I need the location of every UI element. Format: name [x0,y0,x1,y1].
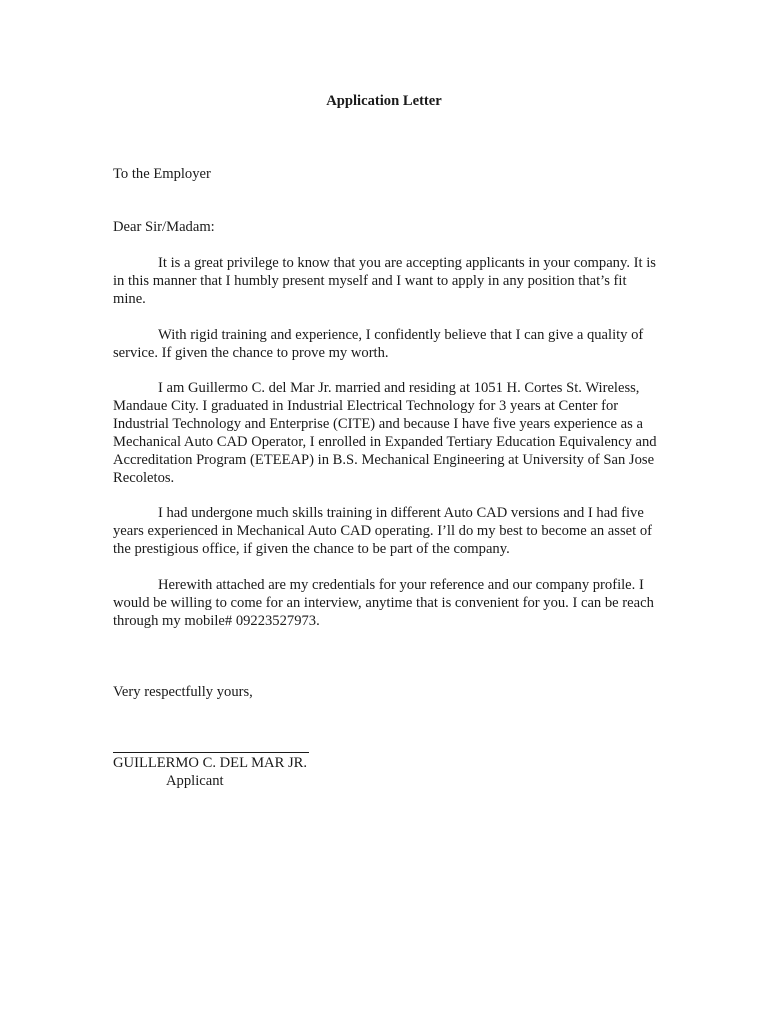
paragraph-skills: I had undergone much skills training in different Auto CAD versions and I had five years experienced in Mechanical Auto CAD operating. I’ll do my best to become an asset of the prestigious office, if given the chance to be part of the company. [113,505,652,557]
letter-title: Application Letter [326,93,442,109]
paragraph-credentials: Herewith attached are my credentials for your reference and our company profile. I would be willing to come for an interview, anytime that is convenient for you. I can be reach through my mobile# 09223527973. [113,577,654,629]
signature-role: Applicant [166,773,224,789]
paragraph-background: I am Guillermo C. del Mar Jr. married and residing at 1051 H. Cortes St. Wireless, Mandaue City. I graduated in Industrial Electrical Technology for 3 years at Center for Industrial Technology and Enterprise (CITE) and because I have five years experience as a Mechanical Auto CAD Operator, I enrolled in Expanded Tertiary Education Equivalency and Accreditation Program (ETEEAP) in B.S. Mechanical Engineering at University of San Jose Recoletos. [113,380,657,486]
signature-line [113,752,309,753]
signature-name: GUILLERMO C. DEL MAR JR. [113,755,308,771]
closing: Very respectfully yours, [113,684,253,700]
paragraph-training: With rigid training and experience, I confidently believe that I can give a quality of service. If given the chance to prove my worth. [113,327,644,361]
addressee: To the Employer [113,166,211,182]
paragraph-privilege: It is a great privilege to know that you are accepting applicants in your company. It is in this manner that I humbly present myself and I want to apply in any position that’s fit mine. [113,255,656,307]
salutation: Dear Sir/Madam: [113,219,215,235]
